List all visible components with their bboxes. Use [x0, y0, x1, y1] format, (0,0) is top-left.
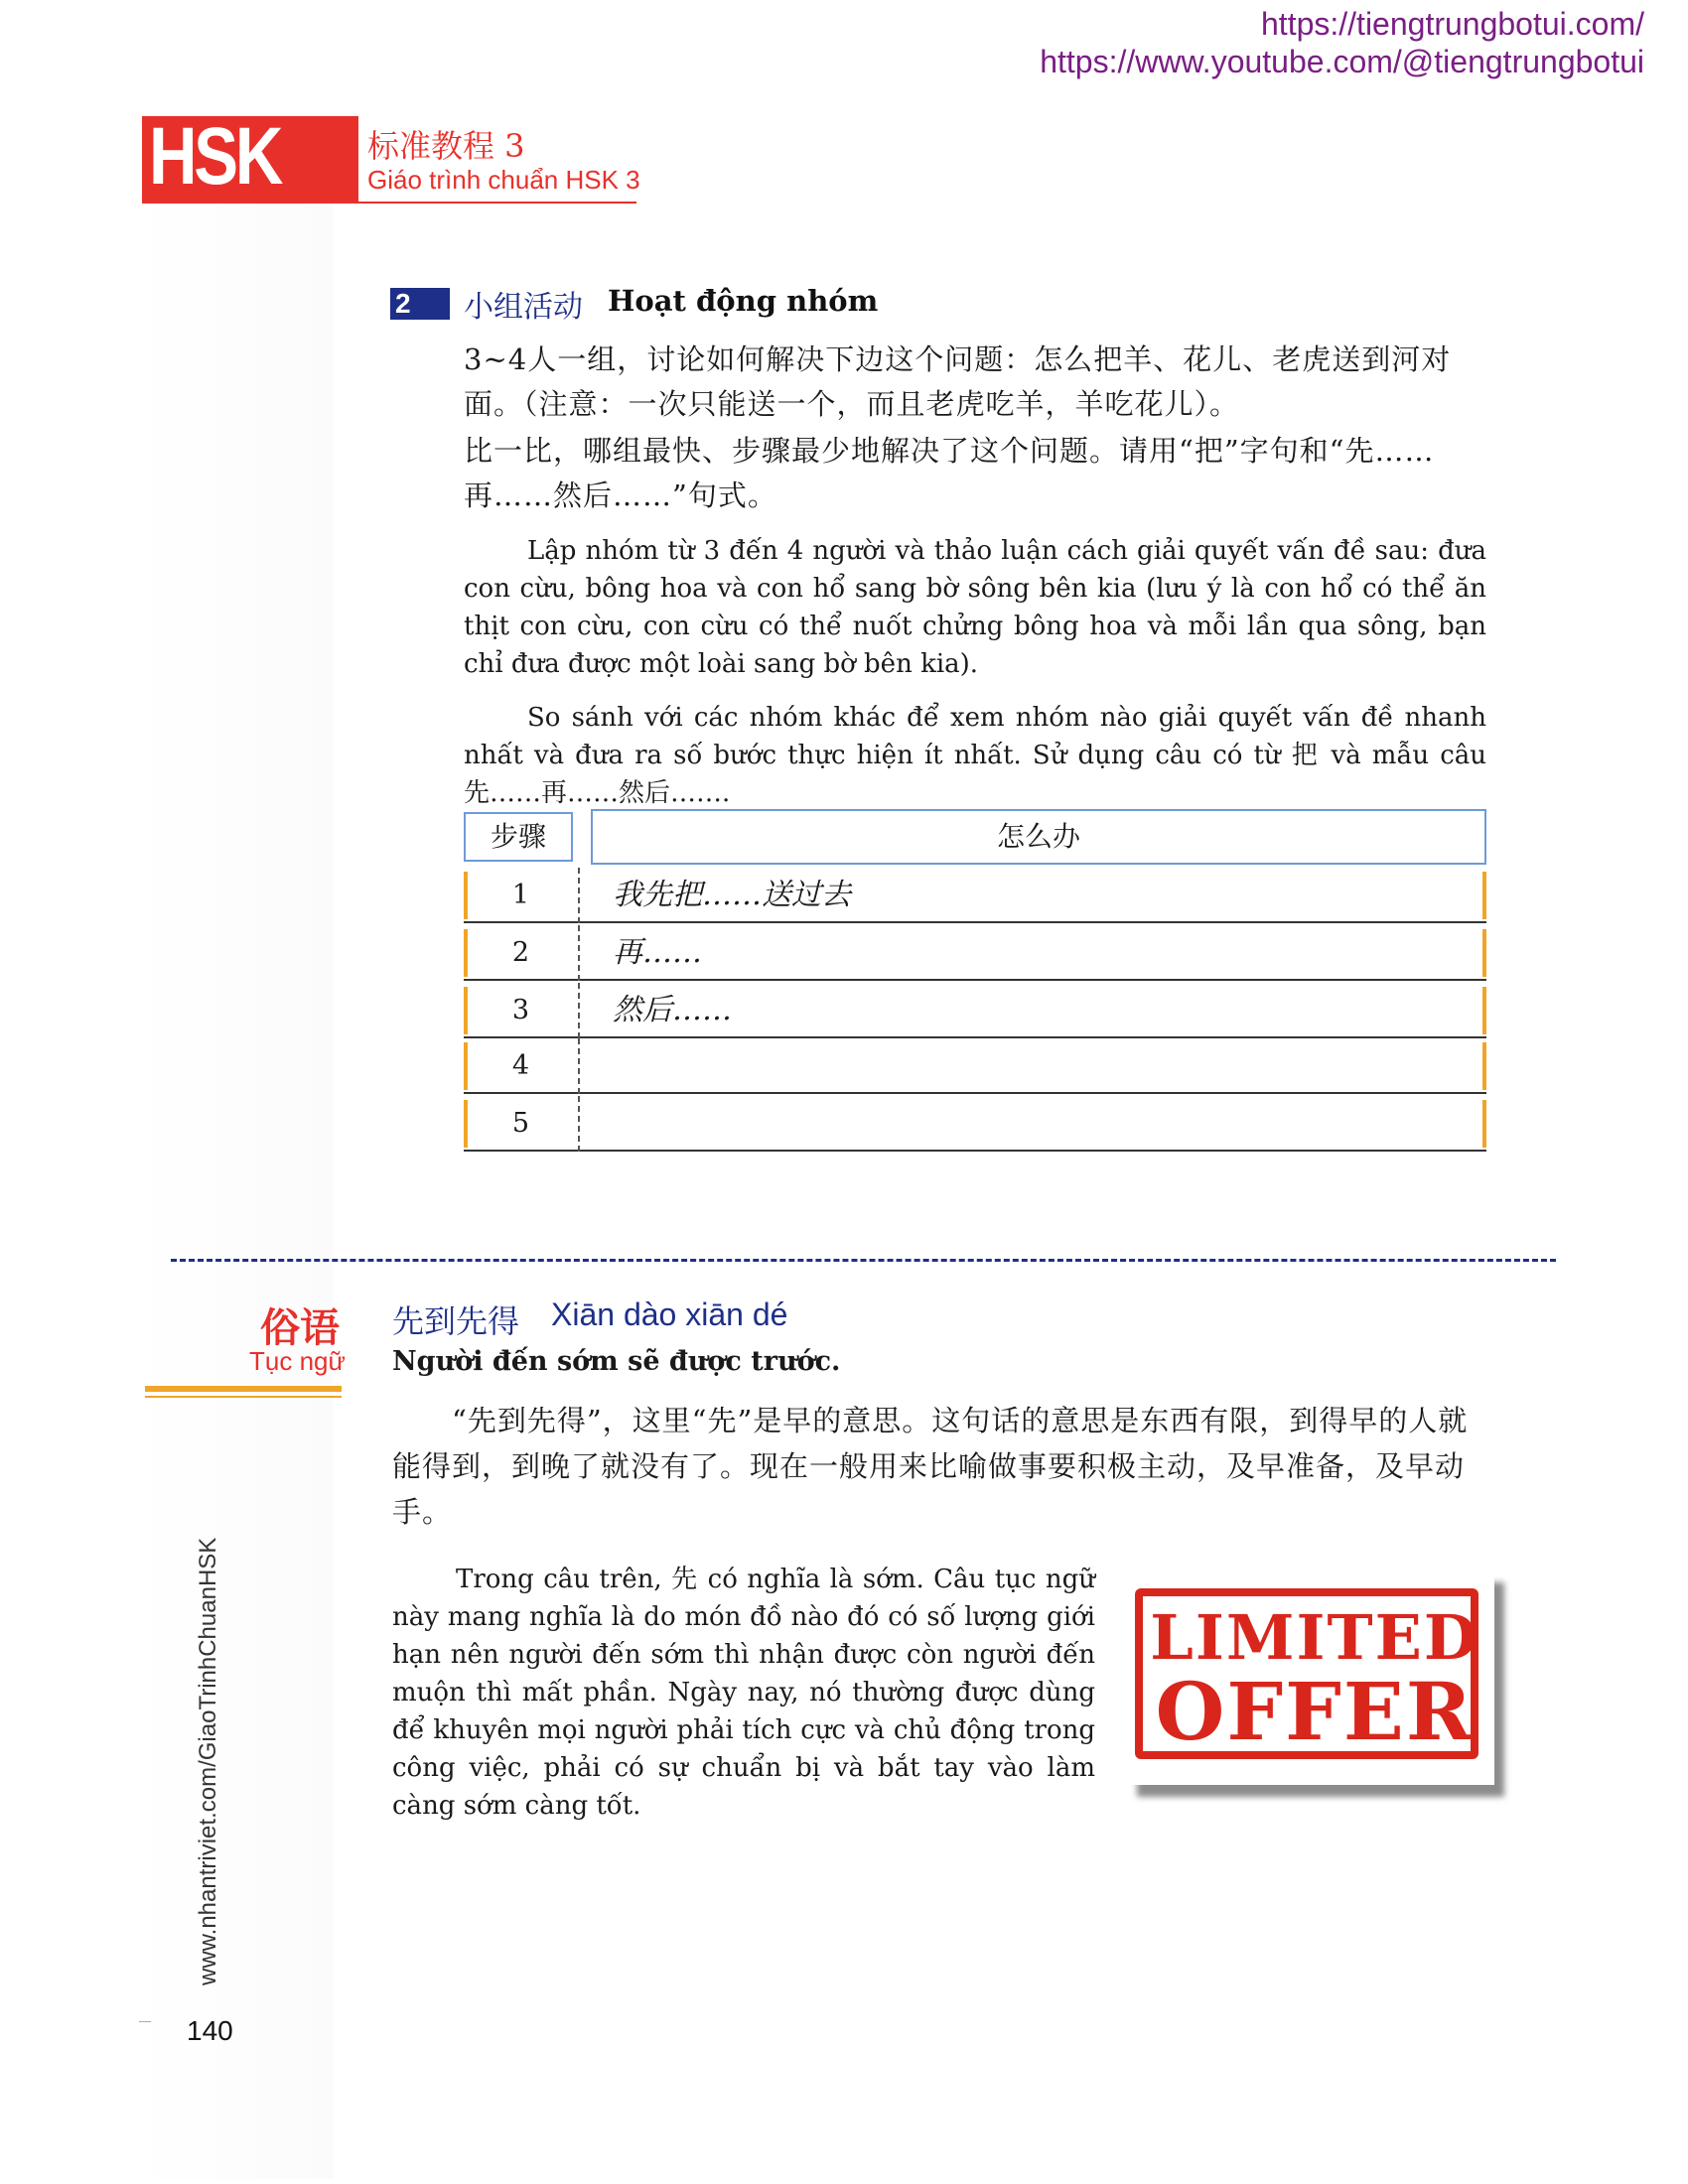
stamp-line-2: OFFER — [1155, 1665, 1475, 1758]
stamp-border — [1135, 1588, 1478, 1759]
proverb-label-bar-thin — [145, 1396, 342, 1398]
row-number: 5 — [511, 1108, 530, 1139]
table-row — [464, 1096, 1486, 1152]
proverb-label-vn: Tục ngữ — [249, 1346, 346, 1376]
proverb-explanation-cn: “先到先得”，这里“先”是早的意思。这句话的意思是东西有限，到得早的人就能得到，到晚了就没有了。现在一般用来比喻做事要积极主动，及早准备，及早动手。 — [392, 1404, 1469, 1529]
header-underline — [142, 202, 636, 204]
page-tick-mark — [139, 2021, 151, 2022]
proverb-title-vn: Người đến sớm sẽ được trước. — [392, 1346, 841, 1377]
limited-offer-stamp — [1127, 1570, 1494, 1785]
proverb-title-cn: 先到先得 — [392, 1302, 520, 1340]
hsk-logo-text: HSK — [149, 111, 281, 202]
instruction-cn-1: 3~4人一组，讨论如何解决下边这个问题：怎么把羊、花儿、老虎送到河对面。（注意：一次只能送一个，而且老虎吃羊，羊吃花儿）。 — [464, 342, 1452, 421]
table-row — [464, 1038, 1486, 1094]
row-answer[interactable]: 再…… — [613, 935, 702, 970]
section-title-vn: Hoạt động nhóm — [608, 284, 879, 318]
section-number-badge: 2 — [390, 288, 450, 320]
table-row — [464, 868, 1486, 923]
row-number: 2 — [511, 937, 530, 968]
row-answer[interactable]: 然后…… — [613, 993, 732, 1027]
instruction-vn-2: So sánh với các nhóm khác để xem nhóm nào giải quyết vấn đề nhanh nhất và đưa ra số bước thực hiện ít nhất. Sử dụng câu có từ 把 và mẫu câu 先……再……然后……. — [464, 703, 1486, 808]
proverb-label-bar — [145, 1386, 342, 1392]
proverb-explanation-vn: Trong câu trên, 先 có nghĩa là sớm. Câu tục ngữ này mang nghĩa là do món đồ nào đó có số lượng giới hạn nên người đến sớm thì nhận được còn người đến muộn thì mất phần. Ngày nay, nó thường được dùng để khuyên mọi người phải tích cực và chủ động trong công việc, phải có sự chuẩn bị và bắt tay vào làm càng sớm càng tốt. — [392, 1565, 1095, 1821]
page-margin-tint — [135, 204, 334, 2179]
youtube-url[interactable]: https://www.youtube.com/@tiengtrungbotui — [1040, 44, 1644, 79]
section-divider — [171, 1259, 1556, 1262]
book-title-cn: 标准教程 3 — [367, 127, 525, 165]
stamp-line-1: LIMITED — [1150, 1601, 1479, 1674]
table-header-how: 怎么办 — [591, 809, 1486, 865]
section-title-cn: 小组活动 — [464, 290, 583, 325]
instruction-vn-1: Lập nhóm từ 3 đến 4 người và thảo luận cách giải quyết vấn đề sau: đưa con cừu, bông hoa và con hổ sang bờ sông bên kia (lưu ý là con hổ có thể ăn thịt con cừu, con cừu có thể nuốt chửng bông hoa và mỗi lần qua sông, bạn chỉ đưa được một loài sang bờ bên kia). — [464, 536, 1486, 679]
proverb-title-pinyin: Xiān dào xiān dé — [551, 1297, 788, 1332]
row-number: 3 — [511, 995, 530, 1025]
table-row — [464, 925, 1486, 981]
website-url[interactable]: https://tiengtrungbotui.com/ — [1261, 6, 1644, 42]
table-header-step: 步骤 — [464, 812, 573, 862]
table-row — [464, 983, 1486, 1038]
row-answer[interactable]: 我先把……送过去 — [613, 878, 851, 912]
row-number: 4 — [511, 1050, 530, 1081]
publisher-url: www.nhantriviet.com/GiaoTrinhChuanHSK — [195, 1537, 221, 1985]
page-number: 140 — [187, 2015, 233, 2046]
row-number: 1 — [511, 880, 530, 910]
book-title-vn: Giáo trình chuẩn HSK 3 — [367, 165, 640, 195]
instruction-cn-2: 比一比，哪组最快、步骤最少地解决了这个问题。请用“把”字句和“先……再……然后……”句式。 — [464, 434, 1435, 512]
proverb-label-cn: 俗语 — [260, 1304, 340, 1351]
